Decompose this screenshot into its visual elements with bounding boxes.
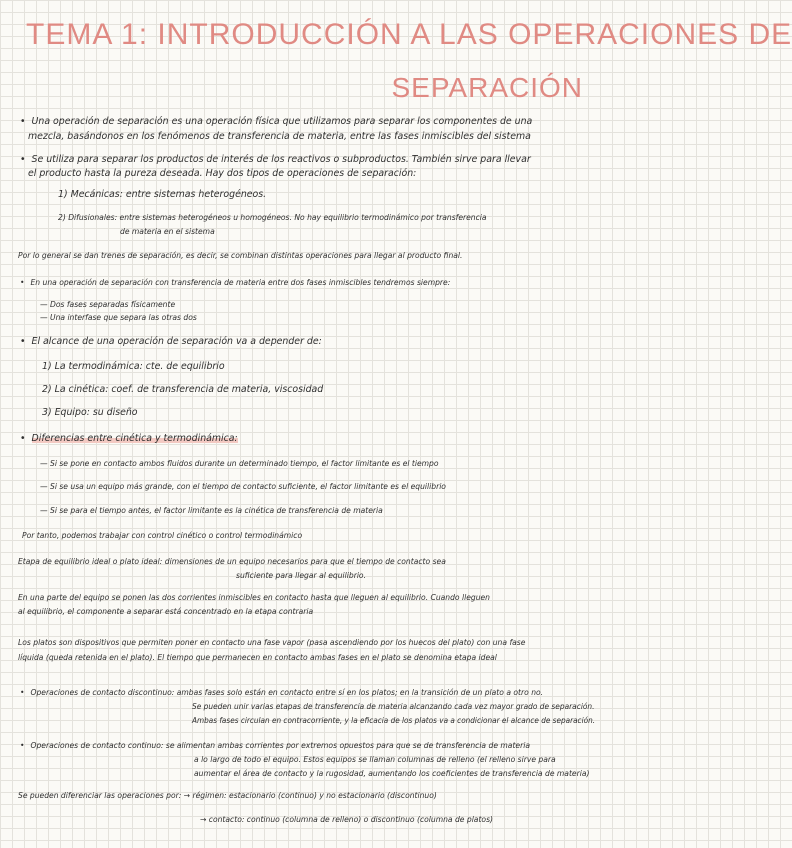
text-line [20, 277, 450, 289]
text-line [20, 336, 322, 348]
bullet: • [20, 278, 25, 287]
text-line: de materia en el sistema [120, 227, 215, 236]
text-line: 2) Difusionales: entre sistemas heterogéneos u homogéneos. No hay equilibrio termodinámico por transferencia [58, 213, 487, 222]
text-line: Por lo general se dan trenes de separación, es decir, se combinan distintas operaciones para llegar al producto final. [18, 251, 463, 260]
text-line [20, 154, 531, 166]
text-line: Los platos son dispositivos que permiten poner en contacto una fase vapor (pasa ascendiendo por los huecos del plato) con una fase [18, 638, 526, 647]
text-line: Etapa de equilibrio ideal o plato ideal: dimensiones de un equipo necesarios para que el tiempo de contacto sea [18, 557, 446, 566]
text-line: — Si se para el tiempo antes, el factor limitante es la cinética de transferencia de materia [40, 506, 383, 515]
text-line: suficiente para llegar al equilibrio. [236, 571, 366, 580]
line-text: En una operación de separación con transferencia de materia entre dos fases inmiscibles tendremos siempre: [30, 278, 451, 287]
text-line: 3) Equipo: su diseño [42, 407, 138, 418]
line-text: El alcance de una operación de separación va a depender de: [31, 336, 322, 347]
text-line: — Dos fases separadas físicamente [40, 300, 176, 309]
text-line: al equilibrio, el componente a separar está concentrado en la etapa contraria [18, 607, 314, 616]
text-line: — Una interfase que separa las otras dos [40, 313, 197, 322]
text-line [20, 687, 543, 699]
text-line: líquida (queda retenida en el plato). El tiempo que permanecen en contacto ambas fases en el plato se denomina etapa ideal [18, 653, 497, 662]
text-line: Por tanto, podemos trabajar con control cinético o control termodinámico [22, 531, 303, 540]
text-line: → contacto: continuo (columna de relleno) o discontinuo (columna de platos) [200, 815, 493, 824]
text-line: — Si se pone en contacto ambos fluidos durante un determinado tiempo, el factor limitante es el tiempo [40, 459, 439, 468]
text-line: 2) La cinética: coef. de transferencia de materia, viscosidad [42, 384, 324, 395]
line-text: Una operación de separación es una operación física que utilizamos para separar los componentes de una [31, 116, 533, 127]
text-line: — Si se usa un equipo más grande, con el tiempo de contacto suficiente, el factor limitante es el equilibrio [40, 482, 446, 491]
line-text: Diferencias entre cinética y termodinámica: [31, 433, 238, 444]
text-line: a lo largo de todo el equipo. Estos equipos se llaman columnas de relleno (el relleno sirve para [194, 755, 556, 764]
bullet: • [20, 336, 26, 347]
text-line: Ambas fases circulan en contracorriente, y la eficacia de los platos va a condicionar el alcance de separación. [192, 716, 596, 725]
text-line [20, 433, 238, 445]
bullet: • [20, 688, 25, 697]
bullet: • [20, 154, 26, 165]
bullet: • [20, 741, 25, 750]
text-line [20, 116, 532, 128]
page-title-line2: SEPARACIÓN [391, 72, 583, 103]
text-line: aumentar el área de contacto y la rugosidad, aumentando los coeficientes de transferencia de materia) [194, 769, 590, 778]
text-line: Se pueden unir varias etapas de transferencia de materia alcanzando cada vez mayor grado de separación. [192, 702, 595, 711]
text-line: el producto hasta la pureza deseada. Hay dos tipos de operaciones de separación: [28, 168, 417, 179]
line-text: Operaciones de contacto discontinuo: ambas fases solo están en contacto entre sí en los platos; en la transición de un plato a otro no. [30, 688, 544, 697]
bullet: • [20, 433, 26, 444]
text-line: 1) La termodinámica: cte. de equilibrio [42, 361, 225, 372]
line-text: Se utiliza para separar los productos de interés de los reactivos o subproductos. También sirve para llevar [31, 154, 531, 165]
text-line [20, 740, 530, 752]
text-line: mezcla, basándonos en los fenómenos de transferencia de materia, entre las fases inmiscibles del sistema [28, 131, 531, 142]
page-title-line1: TEMA 1: INTRODUCCIÓN A LAS OPERACIONES DE [26, 18, 792, 51]
bullet: • [20, 116, 26, 127]
text-line: 1) Mecánicas: entre sistemas heterogéneos. [58, 189, 267, 200]
text-line: En una parte del equipo se ponen las dos corrientes inmiscibles en contacto hasta que lleguen al equilibrio. Cuando lleguen [18, 593, 490, 602]
text-line: Se pueden diferenciar las operaciones por: → régimen: estacionario (continuo) y no estacionario (discontinuo) [18, 791, 437, 800]
line-text: Operaciones de contacto continuo: se alimentan ambas corrientes por extremos opuestos para que se de transferencia de materia [30, 741, 530, 750]
